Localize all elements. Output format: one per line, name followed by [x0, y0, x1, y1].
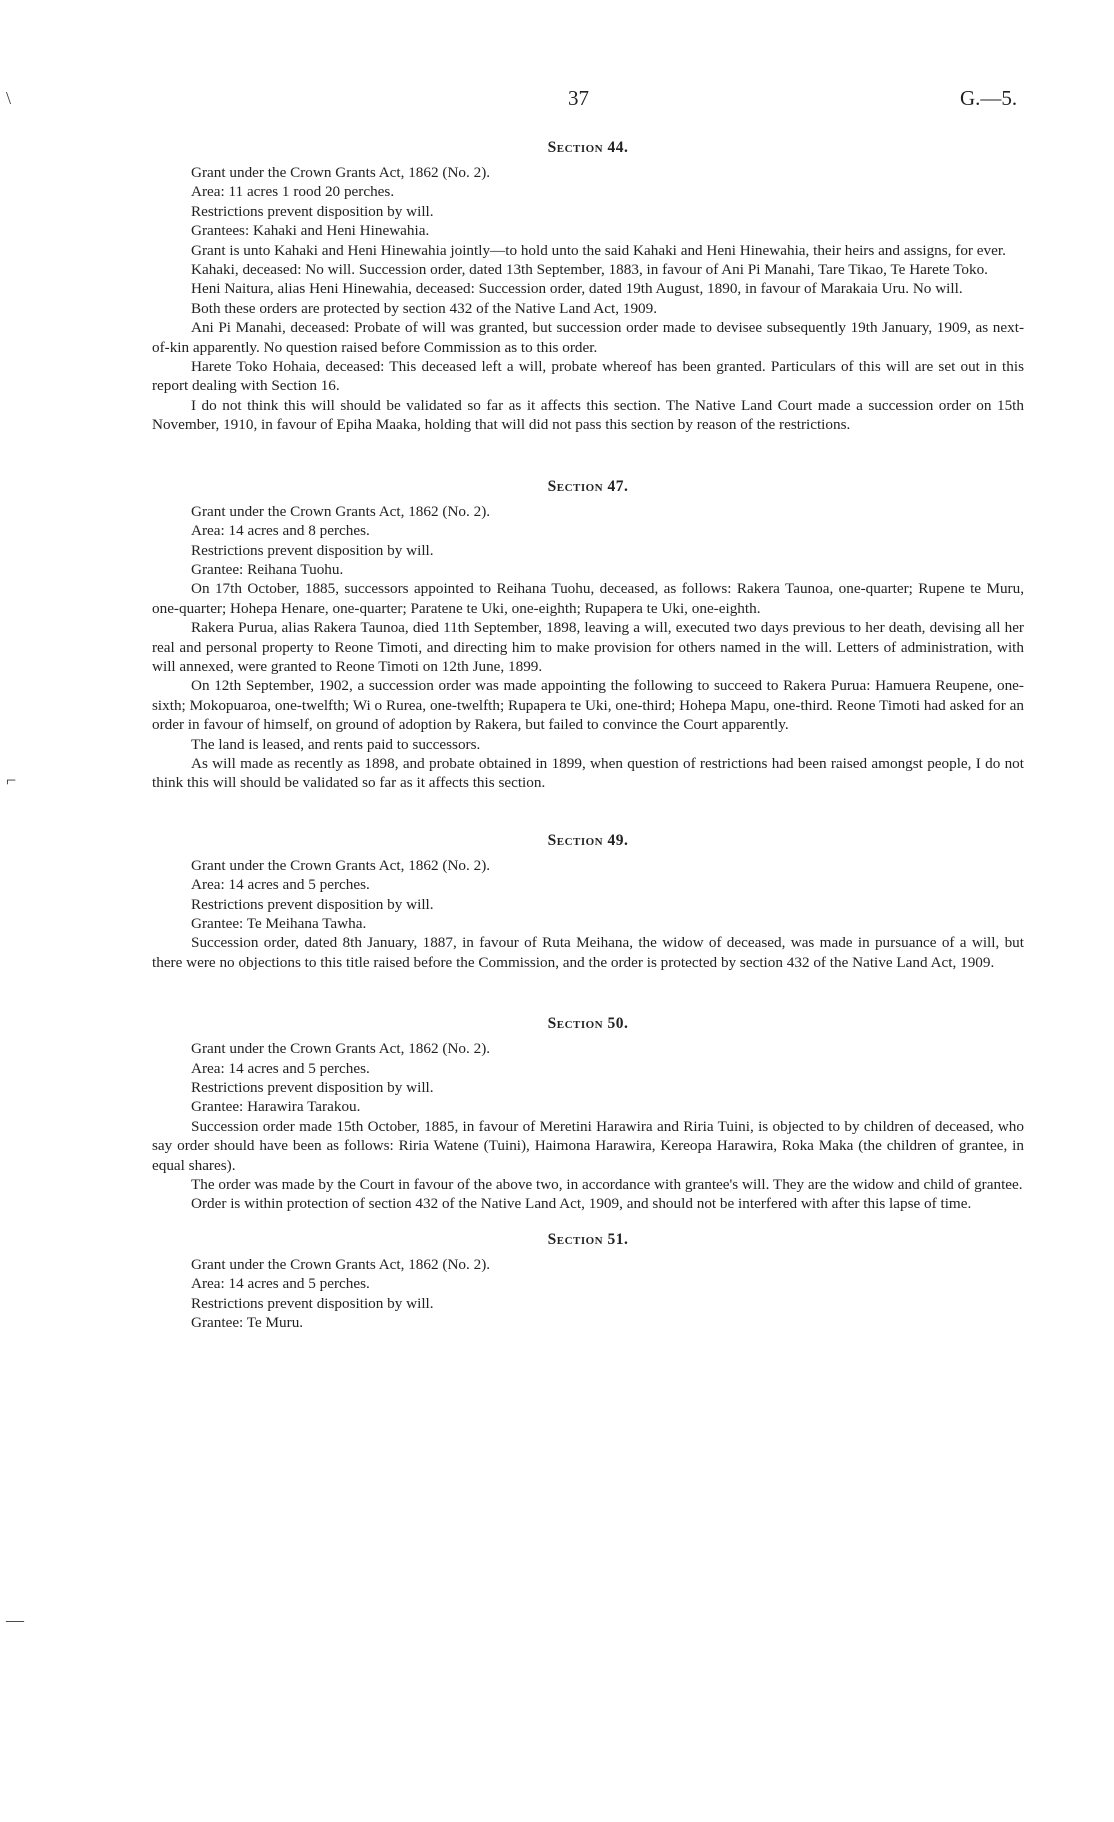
section-heading: Section 51.	[547, 1230, 629, 1248]
section-49	[152, 831, 1024, 972]
document-reference: G.—5.	[960, 86, 1018, 110]
paragraph: The order was made by the Court in favour of the above two, in accordance with grantee's will. They are the widow and child of grantee.	[191, 1176, 1023, 1194]
paragraph: On 17th October, 1885, successors appointed to Reihana Tuohu, deceased, as follows: Rakera Taunoa, one-quarter; Rupene te Muru, one-quarter; Hohepa Henare, one-quarter; Paratene te Uki, one-eighth; Rupapera te Uki, one-eighth.	[152, 580, 1024, 617]
paragraph: Area: 14 acres and 5 perches.	[191, 1059, 370, 1077]
paragraph: Restrictions prevent disposition by will.	[191, 1079, 434, 1097]
paragraph: As will made as recently as 1898, and probate obtained in 1899, when question of restrictions had been raised amongst people, I do not think this will should be validated so far as it affects this section.	[152, 754, 1024, 792]
paragraph: The land is leased, and rents paid to successors.	[191, 735, 481, 753]
margin-mark: ⌐	[6, 770, 17, 790]
paragraph: On 12th September, 1902, a succession order was made appointing the following to succeed to Rakera Purua: Hamuera Reupene, one-sixth; Mokopuaroa, one-twelfth; Wi o Rurea, one-twelfth; Rupapera te Uki, one-third; Hohepa Mapu, one-third. Reone Timoti had asked for an order in favour of himself, on ground of adoption by Rakera, but failed to convince the Court apparently.	[152, 677, 1024, 734]
document-body	[152, 138, 1024, 1333]
paragraph: Grant under the Crown Grants Act, 1862 (No. 2).	[191, 502, 491, 520]
paragraph: Grantee: Te Meihana Tawha.	[191, 915, 367, 932]
page-number: 37	[568, 86, 589, 110]
paragraph: Grant under the Crown Grants Act, 1862 (No. 2).	[191, 1255, 491, 1273]
paragraph: Both these orders are protected by section 432 of the Native Land Act, 1909.	[191, 299, 658, 317]
section-heading: Section 49.	[547, 831, 629, 849]
section-47	[152, 477, 1024, 793]
paragraph: Grantee: Te Muru.	[191, 1314, 304, 1332]
page-header	[0, 86, 1114, 116]
paragraph: Grant under the Crown Grants Act, 1862 (No. 2).	[191, 1040, 491, 1058]
paragraph: Grantees: Kahaki and Heni Hinewahia.	[191, 222, 430, 240]
section-51	[152, 1230, 1024, 1333]
paragraph: Area: 14 acres and 5 perches.	[191, 1275, 370, 1293]
paragraph: Grant under the Crown Grants Act, 1862 (No. 2).	[191, 164, 491, 181]
section-heading: Section 44.	[547, 139, 629, 156]
paragraph: Area: 14 acres and 8 perches.	[191, 522, 370, 540]
paragraph: Succession order, dated 8th January, 1887, in favour of Ruta Meihana, the widow of deceased, was made in pursuance of a will, but there were no objections to this title raised before the Commission, and the order is protected by section 432 of the Native Land Act, 1909.	[152, 934, 1024, 971]
paragraph: Ani Pi Manahi, deceased: Probate of will was granted, but succession order made to devisee subsequently 19th January, 1909, as next-of-kin apparently. No question raised before Commission as to this order.	[152, 319, 1024, 356]
paragraph: Harete Toko Hohaia, deceased: This deceased left a will, probate whereof has been granted. Particulars of this will are set out in this report dealing with Section 16.	[152, 358, 1024, 395]
paragraph: Order is within protection of section 432 of the Native Land Act, 1909, and should not be interfered with after this lapse of time.	[191, 1195, 972, 1213]
paragraph: Rakera Purua, alias Rakera Taunoa, died 11th September, 1898, leaving a will, executed two days previous to her death, devising all her real and personal property to Reone Timoti, and directing him to make provision for others named in the will. Letters of administration, with will annexed, were granted to Reone Timoti on 12th June, 1899.	[152, 619, 1024, 675]
paragraph: Kahaki, deceased: No will. Succession order, dated 13th September, 1883, in favour of Ani Pi Manahi, Tare Tikao, Te Harete Toko.	[191, 261, 988, 279]
section-44	[152, 138, 1024, 435]
paragraph: Area: 14 acres and 5 perches.	[191, 876, 370, 894]
paragraph: Grantee: Harawira Tarakou.	[191, 1098, 361, 1116]
paragraph: Grantee: Reihana Tuohu.	[191, 560, 344, 578]
section-50	[152, 1014, 1024, 1214]
margin-mark: \	[6, 88, 12, 108]
paragraph: Heni Naitura, alias Heni Hinewahia, deceased: Succession order, dated 19th August, 1890, in favour of Marakaia Uru. No will.	[191, 280, 963, 298]
paragraph: Grant is unto Kahaki and Heni Hinewahia jointly—to hold unto the said Kahaki and Heni Hinewahia, their heirs and assigns, for ever.	[191, 241, 1006, 259]
section-heading: Section 50.	[547, 1015, 629, 1033]
section-heading: Section 47.	[547, 477, 629, 495]
paragraph: I do not think this will should be validated so far as it affects this section. The Native Land Court made a succession order on 15th November, 1910, in favour of Epiha Maaka, holding that will did not pass this section by reason of the restrictions.	[152, 396, 1024, 434]
paragraph: Restrictions prevent disposition by will.	[191, 1294, 434, 1312]
paragraph: Succession order made 15th October, 1885, in favour of Meretini Harawira and Riria Tuini, is objected to by children of deceased, who say order should have been as follows: Riria Watene (Tuini), Haimona Harawira, Kereopa Harawira, Roka Maka (the children of grantee, in equal shares).	[152, 1117, 1024, 1174]
paragraph: Area: 11 acres 1 rood 20 perches.	[191, 183, 395, 201]
margin-mark: —	[6, 1610, 24, 1630]
paragraph: Restrictions prevent disposition by will.	[191, 895, 434, 913]
paragraph: Grant under the Crown Grants Act, 1862 (No. 2).	[191, 856, 491, 874]
paragraph: Restrictions prevent disposition by will.	[191, 541, 434, 559]
paragraph: Restrictions prevent disposition by will.	[191, 202, 434, 220]
